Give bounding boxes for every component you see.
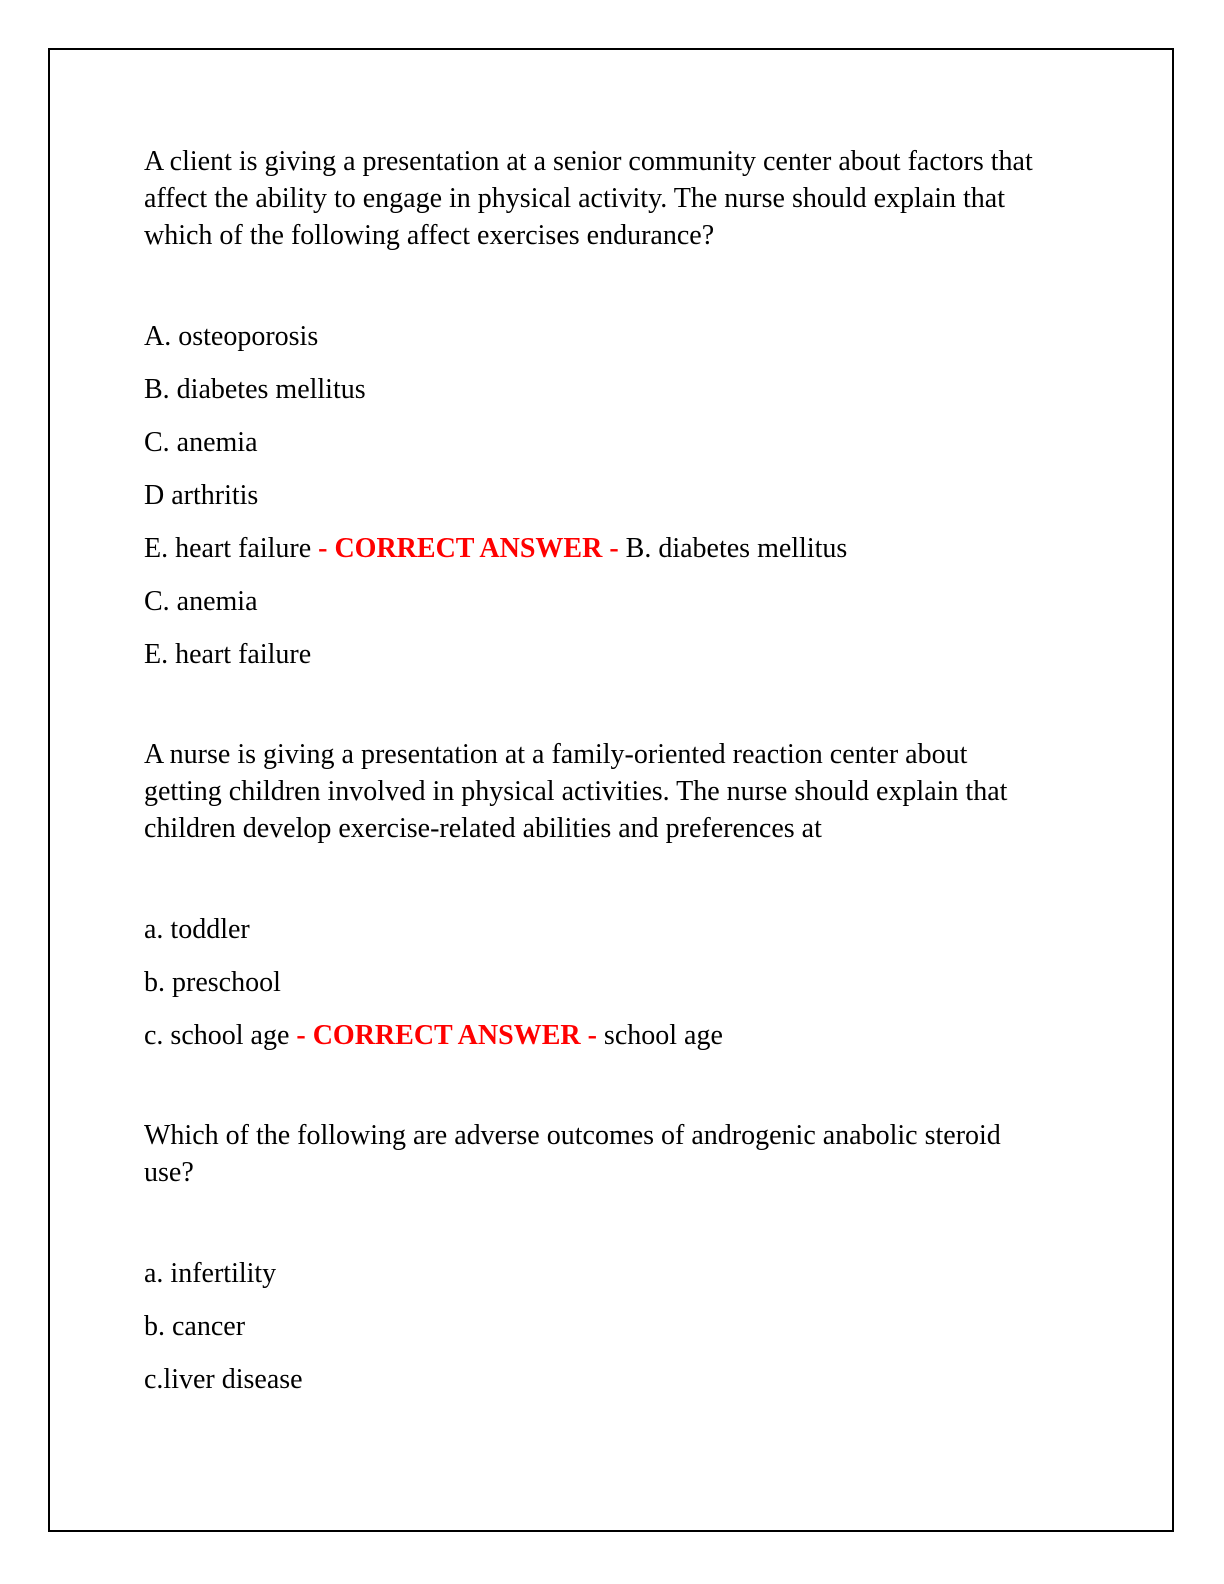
correct-answer-marker: - CORRECT ANSWER -: [318, 533, 619, 564]
answer-option-with-marker: [144, 530, 1036, 567]
answer-option: c.liver disease: [144, 1364, 303, 1395]
correct-answer-marker: - CORRECT ANSWER -: [296, 1020, 597, 1051]
answer-option: D arthritis: [144, 480, 259, 511]
answer-option: C. anemia: [144, 586, 258, 617]
correct-answer-text: B. diabetes mellitus: [618, 533, 848, 564]
page-content: [144, 143, 1036, 1461]
answer-option: a. infertility: [144, 1258, 277, 1289]
answer-option: b. preschool: [144, 967, 281, 998]
question-block: [144, 736, 1036, 1054]
answer-option-with-marker: [144, 1017, 1036, 1054]
question-block: [144, 1117, 1036, 1398]
question-prompt: A client is giving a presentation at a senior community center about factors that affect the ability to engage in physical activity. The nurse should explain that which of the following affect exercises endurance?: [144, 146, 1033, 251]
question-block: [144, 143, 1036, 673]
answer-option: a. toddler: [144, 914, 250, 945]
answer-option: C. anemia: [144, 427, 258, 458]
answer-option: B. diabetes mellitus: [144, 374, 366, 405]
answer-option: b. cancer: [144, 1311, 246, 1342]
correct-answer-text: school age: [596, 1020, 723, 1051]
option-text-prefix: E. heart failure: [144, 533, 319, 564]
question-prompt: Which of the following are adverse outcomes of androgenic anabolic steroid use?: [144, 1120, 1001, 1188]
answer-option: E. heart failure: [144, 639, 312, 670]
option-text-prefix: c. school age: [144, 1020, 297, 1051]
answer-option: A. osteoporosis: [144, 321, 319, 352]
question-prompt: A nurse is giving a presentation at a family-oriented reaction center about getting children involved in physical activities. The nurse should explain that children develop exercise-related abilities and preferences at: [144, 739, 1008, 844]
